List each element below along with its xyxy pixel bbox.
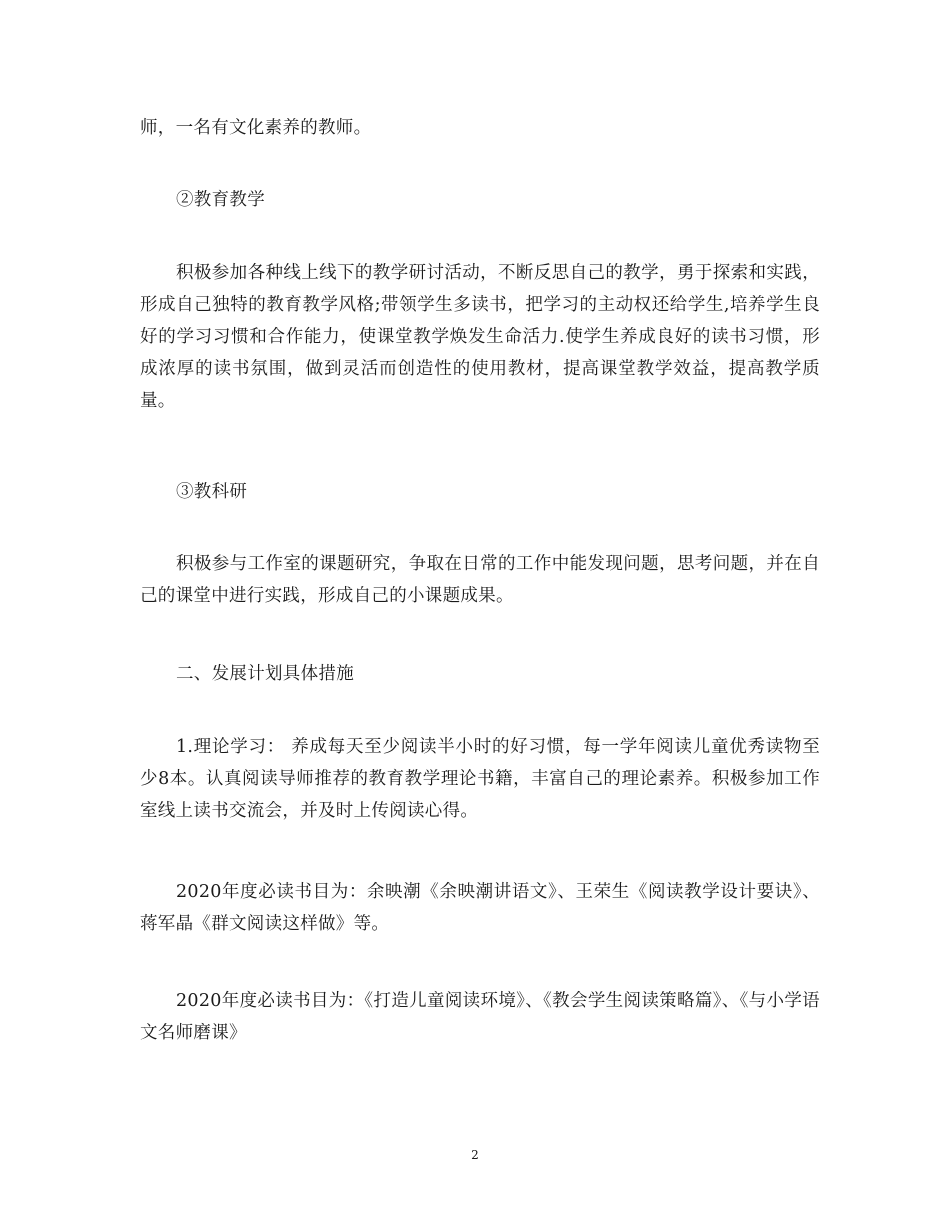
section-heading-research: ③教科研 (176, 482, 248, 502)
paragraph-theory-study: 1.理论学习： 养成每天至少阅读半小时的好习惯，每一学年阅读儿童优秀读物至少8本。认真阅读导师推荐的教育教学理论书籍，丰富自己的理论素养。积极参加工作室线上读书交流会，并及时上传阅读心得。 (140, 737, 820, 821)
paragraph-booklist-1: 2020年度必读书目为：余映潮《余映潮讲语文》、王荣生《阅读教学设计要诀》、蒋军晶《群文阅读这样做》等。 (140, 882, 820, 934)
section-heading-teaching: ②教育教学 (176, 190, 265, 210)
paragraph-teaching: 积极参加各种线上线下的教学研讨活动，不断反思自己的教学，勇于探索和实践，形成自己独特的教育教学风格;带领学生多读书，把学习的主动权还给学生,培养学生良好的学习习惯和合作能力，使课堂教学焕发生命活力.使学生养成良好的读书习惯，形成浓厚的读书氛围，做到灵活而创造性的使用教材，提高课堂教学效益，提高教学质量。 (140, 263, 820, 411)
section-heading-measures: 二、发展计划具体措施 (176, 664, 354, 684)
page-number: 2 (471, 1148, 479, 1162)
continuation-text: 师，一名有文化素养的教师。 (140, 118, 372, 138)
paragraph-booklist-2: 2020年度必读书目为：《打造儿童阅读环境》、《教会学生阅读策略篇》、《与小学语文名师磨课》 (140, 991, 820, 1043)
paragraph-research: 积极参与工作室的课题研究，争取在日常的工作中能发现问题，思考问题，并在自己的课堂中进行实践，形成自己的小课题成果。 (140, 554, 820, 606)
